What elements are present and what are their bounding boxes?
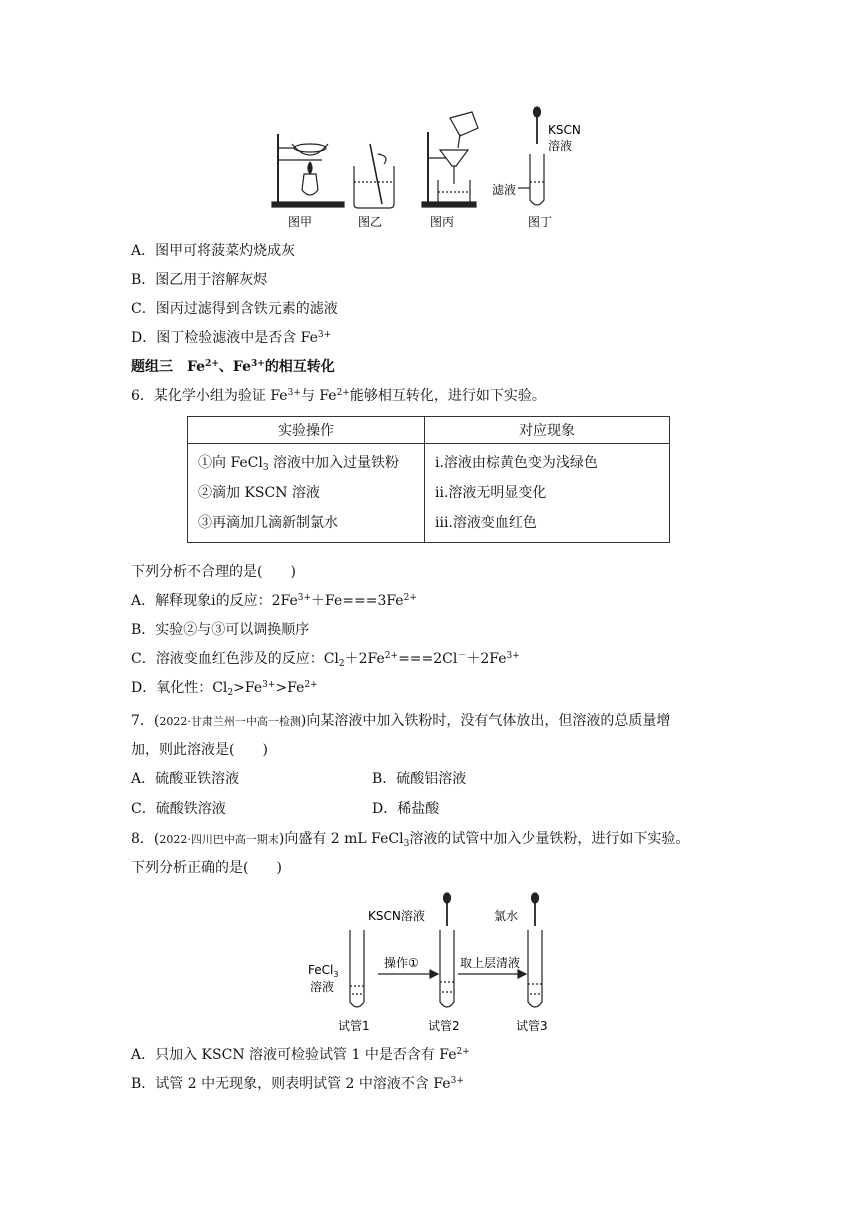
q6-stem: 6．某化学小组为验证 $Fe^{3+}$与 $Fe^{2+}$能够相互转化，进行如下实验。	[131, 388, 546, 404]
operation-3: ③再滴加几滴新制氯水	[198, 515, 338, 531]
q6-question: 下列分析不合理的是( )	[131, 564, 296, 580]
q7-option-a: A．硫酸亚铁溶液	[131, 771, 240, 787]
chlorine-water-label: 氯水	[494, 909, 519, 923]
operation-2: ②滴加 KSCN 溶液	[198, 485, 320, 501]
q6-option-d: D．氧化性：$Cl_2>Fe^{3+}>Fe^{2+}$	[131, 680, 318, 698]
q7-stem: 7．(2022·甘肃兰州一中高一检测)向某溶液中加入铁粉时，没有气体放出，但溶液的总质量增	[131, 713, 671, 729]
q6-option-b: B．实验②与③可以调换顺序	[131, 622, 310, 638]
caption-ding: 图丁	[528, 215, 553, 229]
operation-1-label: 操作①	[384, 956, 419, 970]
fecl3-solution-label: 溶液	[310, 980, 335, 994]
test-tube-figure	[306, 890, 576, 1038]
caption-yi: 图乙	[358, 215, 383, 229]
phenomenon-3: ⅲ.溶液变血红色	[435, 515, 537, 531]
q8-option-b: B．试管 2 中无现象，则表明试管 2 中溶液不含 $Fe^{3+}$	[131, 1076, 464, 1092]
q6-option-a: A．解释现象ⅰ的反应：$2Fe^{3+}+Fe===3Fe^{2+}$	[131, 593, 417, 609]
tube-2-caption: 试管2	[428, 1019, 460, 1033]
filtrate-label: 滤液	[492, 183, 517, 197]
q7-option-c: C．硫酸铁溶液	[131, 801, 226, 817]
caption-bing: 图丙	[430, 215, 455, 229]
tube-1-caption: 试管1	[338, 1019, 370, 1033]
header-phenomenon: 对应现象	[425, 417, 670, 444]
group3-heading: 题组三 $Fe^{2+}$、$Fe^{3+}$的相互转化	[131, 359, 335, 375]
operations-cell	[188, 444, 425, 543]
header-operation: 实验操作	[188, 417, 425, 444]
q8-stem-line2: 下列分析正确的是( )	[131, 860, 282, 876]
q7-stem-line2: 加，则此溶液是( )	[131, 742, 268, 758]
q5-option-d: D．图丁检验滤液中是否含 $Fe^{3+}$	[131, 330, 332, 346]
caption-jia: 图甲	[288, 215, 313, 229]
q5-option-c: C．图丙过滤得到含铁元素的滤液	[131, 301, 338, 317]
q5-option-b: B．图乙用于溶解灰烬	[131, 272, 268, 288]
operation-1: ①向 FeCl$_3$ 溶液中加入过量铁粉	[198, 455, 400, 473]
kscn-label: KSCN	[548, 123, 581, 137]
q5-option-a: A．图甲可将菠菜灼烧成灰	[131, 243, 296, 259]
tube-3-caption: 试管3	[516, 1019, 548, 1033]
q8-option-a: A．只加入 KSCN 溶液可检验试管 1 中是否含有 $Fe^{2+}$	[131, 1047, 470, 1063]
q7-option-b: B．硫酸铝溶液	[372, 771, 467, 787]
apparatus-figure	[262, 104, 602, 236]
phenomena-cell	[425, 444, 670, 543]
take-supernatant-label: 取上层清液	[460, 956, 521, 970]
phenomenon-2: ⅱ.溶液无明显变化	[435, 485, 547, 501]
kscn-solution-label: 溶液	[548, 139, 573, 153]
fecl3-label: FeCl$_3$	[308, 963, 339, 979]
q7-option-d: D．稀盐酸	[372, 801, 440, 817]
phenomenon-1: ⅰ.溶液由棕黄色变为浅绿色	[435, 455, 598, 471]
kscn-solution-dropper-label: KSCN溶液	[368, 909, 425, 923]
experiment-table	[187, 416, 670, 543]
q8-stem: 8．(2022·四川巴中高一期末)向盛有 2 mL FeCl$_3$溶液的试管中加入少量铁粉，进行如下实验。	[131, 831, 690, 849]
q6-option-c: C．溶液变血红色涉及的反应：$Cl_2+2Fe^{2+}===2Cl^-+2Fe^{3+}$	[131, 651, 520, 669]
